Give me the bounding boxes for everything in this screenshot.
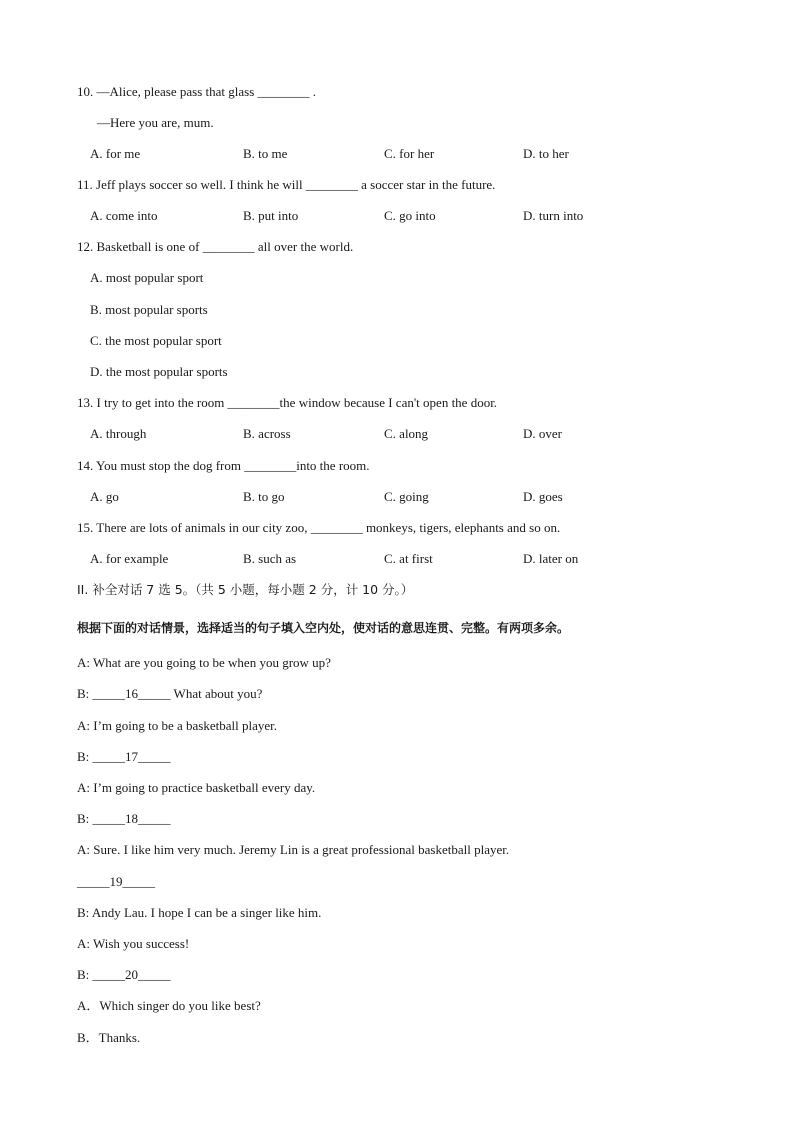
question-10-option-c: C. for her [384,146,435,161]
question-15-option-c: C. at first [384,551,433,566]
question-12-option-a: A. most popular sport [90,270,204,285]
choice-a: A．Which singer do you like best? [77,998,261,1013]
question-12-option-c: C. the most popular sport [90,333,222,348]
question-11-option-d: D. turn into [523,208,584,223]
question-14-option-a: A. go [90,489,119,504]
question-11-stem: 11. Jeff plays soccer so well. I think he will ________ a soccer star in the future. [77,177,496,192]
question-10-reply: —Here you are, mum. [97,115,214,130]
question-10-option-a: A. for me [90,146,141,161]
dialogue-line: B: Andy Lau. I hope I can be a singer like him. [77,905,322,920]
question-13-option-b: B. across [243,426,291,441]
dialogue-line: A: I’m going to practice basketball every day. [77,780,316,795]
dialogue-line: B: _____16_____ What about you? [77,686,263,701]
dialogue-line: A: I’m going to be a basketball player. [77,718,278,733]
question-11-option-a: A. come into [90,208,158,223]
question-10-option-b: B. to me [243,146,288,161]
question-12-option-b: B. most popular sports [90,302,208,317]
section-2-heading: II. 补全对话 7 选 5。（共 5 小题，每小题 2 分，计 10 分。） [77,582,414,597]
dialogue-line: B: _____18_____ [77,811,171,826]
choice-b: B．Thanks. [77,1030,141,1045]
question-14-option-b: B. to go [243,489,285,504]
question-11-option-b: B. put into [243,208,299,223]
dialogue-line: B: _____20_____ [77,967,171,982]
question-13-option-c: C. along [384,426,429,441]
question-13-option-d: D. over [523,426,562,441]
dialogue-line: B: _____17_____ [77,749,171,764]
question-12-stem: 12. Basketball is one of ________ all over the world. [77,239,354,254]
dialogue-line: A: Wish you success! [77,936,190,951]
question-15-option-a: A. for example [90,551,169,566]
question-10-stem: 10. —Alice, please pass that glass ________ . [77,84,317,99]
question-15-option-d: D. later on [523,551,579,566]
question-15-stem: 15. There are lots of animals in our city zoo, ________ monkeys, tigers, elephants and so on. [77,520,561,535]
dialogue-line: A: Sure. I like him very much. Jeremy Lin is a great professional basketball player. [77,842,510,857]
question-14-option-c: C. going [384,489,429,504]
dialogue-line: _____19_____ [77,874,155,889]
question-12-option-d: D. the most popular sports [90,364,228,379]
section-2-instruction: 根据下面的对话情景，选择适当的句子填入空内处，使对话的意思连贯、完整。有两项多余。 [77,621,570,635]
question-14-stem: 14. You must stop the dog from ________into the room. [77,458,370,473]
question-13-option-a: A. through [90,426,147,441]
question-13-stem: 13. I try to get into the room ________the window because I can't open the door. [77,395,498,410]
question-11-option-c: C. go into [384,208,436,223]
question-14-option-d: D. goes [523,489,563,504]
dialogue-line: A: What are you going to be when you grow up? [77,655,331,670]
question-10-option-d: D. to her [523,146,569,161]
question-15-option-b: B. such as [243,551,297,566]
